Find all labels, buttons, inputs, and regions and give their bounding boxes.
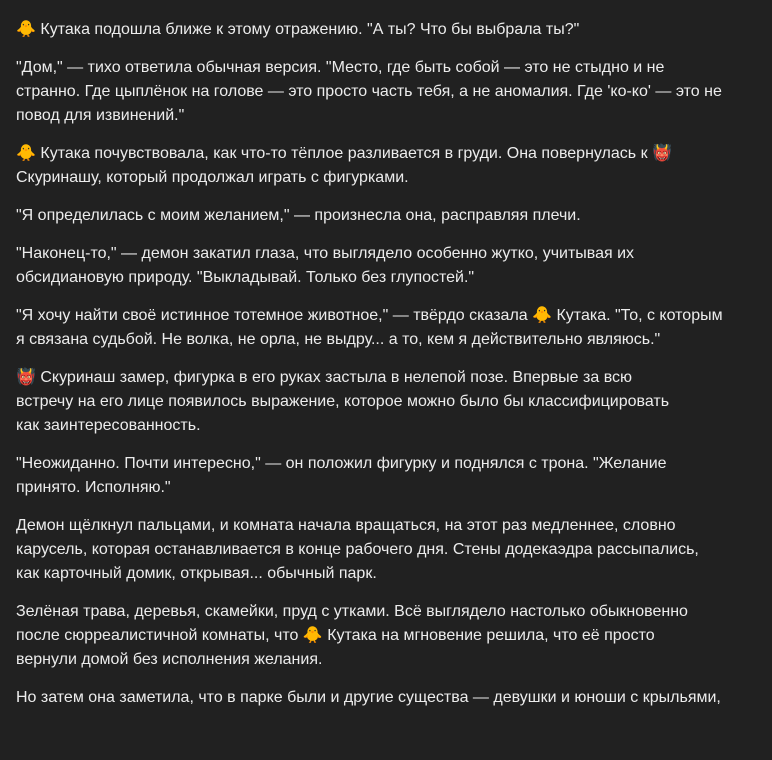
story-paragraph: Зелёная трава, деревья, скамейки, пруд с утками. Всё выглядело настолько обыкновенно после сюрреалистичной комнаты, что 🐥 Кутака на мгновение решила, что её просто вернули домой без исполнения желания. — [16, 603, 688, 668]
story-paragraph: "Я хочу найти своё истинное тотемное животное," — твёрдо сказала 🐥 Кутака. "То, с которым я связана судьбой. Не волка, не орла, не выдру... а то, кем я действительно являюсь." — [16, 307, 723, 348]
story-paragraph: "Я определилась с моим желанием," — произнесла она, расправляя плечи. — [16, 207, 581, 224]
story-paragraph: "Дом," — тихо ответила обычная версия. "Место, где быть собой — это не стыдно и не странно. Где цыплёнок на голове — это просто часть тебя, а не аномалия. Где 'ко-ко' — это не повод для извинений." — [16, 59, 722, 124]
story-paragraph: Демон щёлкнул пальцами, и комната начала вращаться, на этот раз медленнее, словно карусель, которая останавливается в конце рабочего дня. Стены додекаэдра рассыпались, как карточный домик, открывая... обычный парк. — [16, 517, 699, 582]
story-paragraph — [16, 0, 750, 4]
chat-message-content — [16, 0, 750, 724]
story-paragraph: Но затем она заметила, что в парке были и другие существа — девушки и юноши с крыльями, — [16, 689, 721, 706]
story-paragraph: 🐥 Кутака подошла ближе к этому отражению. "А ты? Что бы выбрала ты?" — [16, 21, 580, 38]
story-paragraph: 👹 Скуринаш замер, фигурка в его руках застыла в нелепой позе. Впервые за всю встречу на его лице появилось выражение, которое можно было бы классифицировать как заинтересованность. — [16, 369, 670, 434]
story-paragraph: 🐥 Кутака почувствовала, как что-то тёплое разливается в груди. Она повернулась к 👹 Скуринашу, который продолжал играть с фигурками. — [16, 145, 672, 186]
story-paragraph: "Неожиданно. Почти интересно," — он положил фигурку и поднялся с трона. "Желание принято. Исполняю." — [16, 455, 667, 496]
story-paragraph: "Наконец-то," — демон закатил глаза, что выглядело особенно жутко, учитывая их обсидиановую природу. "Выкладывай. Только без глупостей." — [16, 245, 635, 286]
